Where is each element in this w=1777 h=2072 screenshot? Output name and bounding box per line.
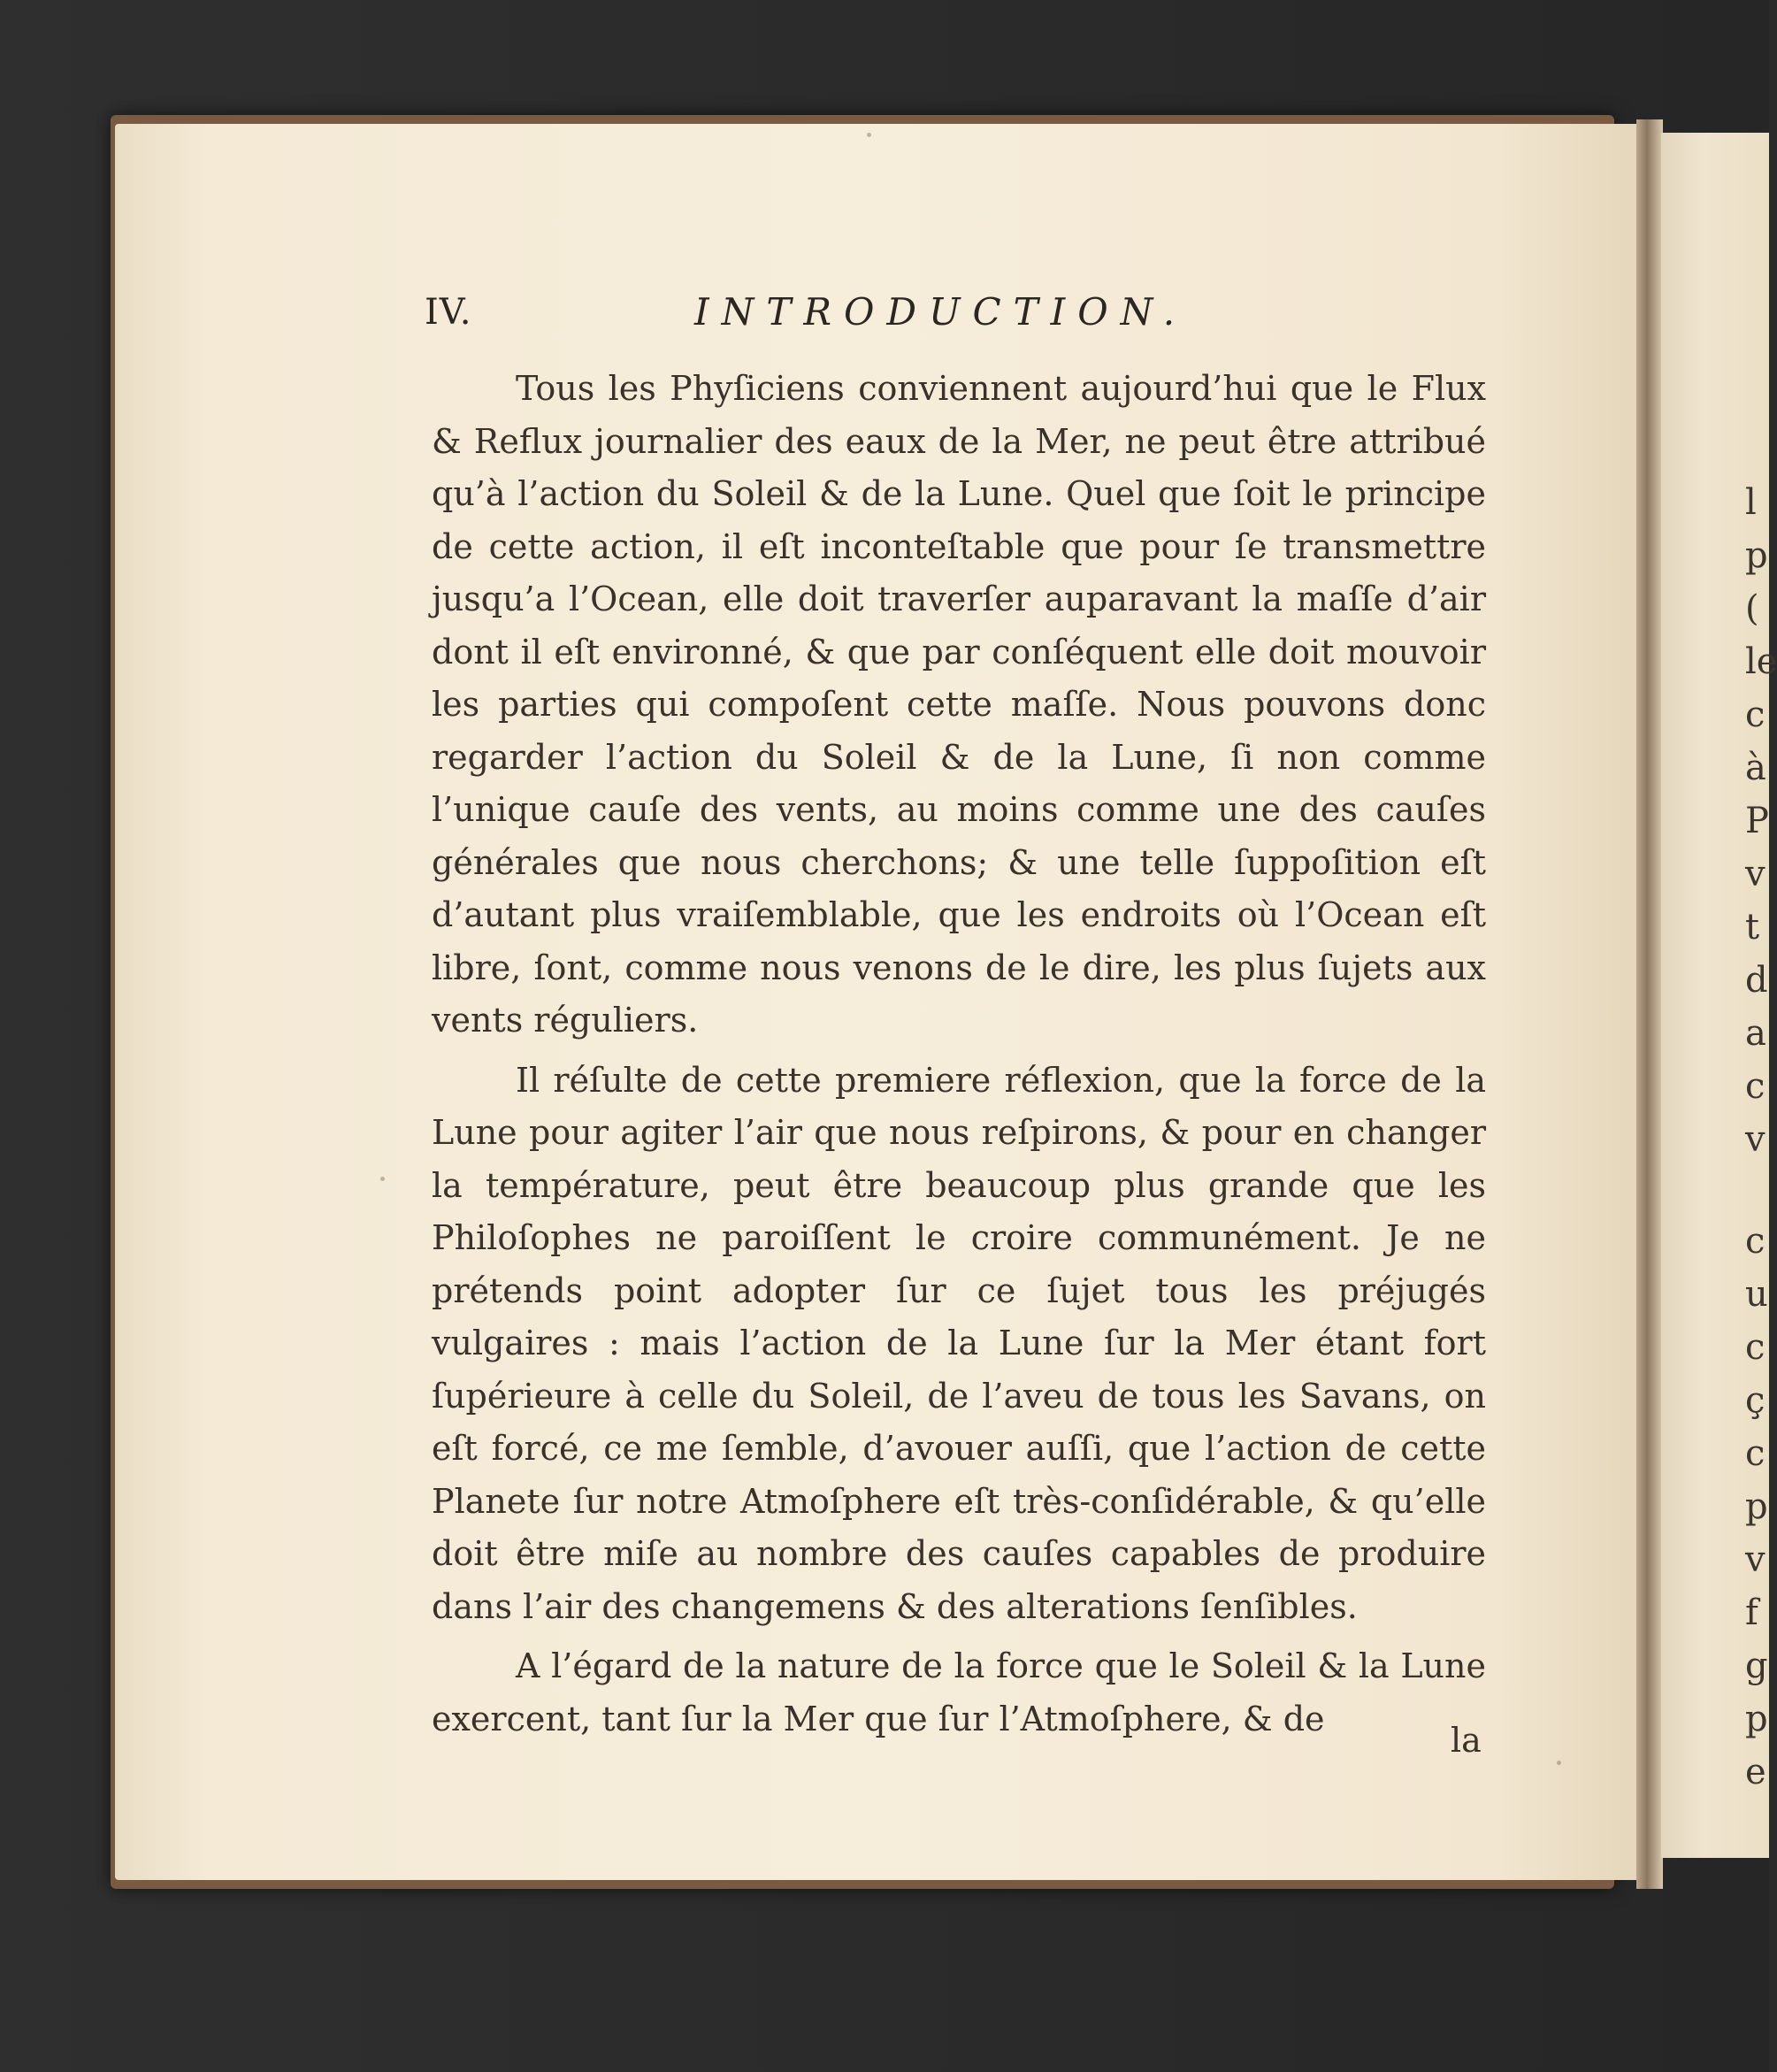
facing-page-fragment: f: [1745, 1592, 1758, 1633]
facing-page-fragment: le: [1745, 641, 1777, 682]
facing-page-fragment: à: [1745, 748, 1766, 788]
facing-page-fragment: ç: [1745, 1380, 1766, 1421]
facing-page-fragment: c: [1745, 1066, 1766, 1107]
facing-page-fragment: p: [1745, 535, 1768, 576]
paragraph: A l’égard de la nature de la force que le Soleil & la Lune exercent, tant ſur la Mer que ſur l’Atmoſphere, & de: [432, 1646, 1486, 1738]
running-title: INTRODUCTION.: [694, 290, 1188, 334]
paragraph: Il réſulte de cette premiere réflexion, que la force de la Lune pour agiter l’air que nous reſpirons, & pour en changer la température, peut être beaucoup plus grande que les Philoſophes ne paroiſſent le croire communément. Je ne prétends point adopter ſur ce ſujet tous les préjugés vulgaires : mais l’action de la Lune ſur la Mer étant fort ſupérieure à celle du Soleil, de l’aveu de tous les Savans, on eſt forcé, ce me ſemble, d’avouer auſſi, que l’action de cette Planete ſur notre Atmoſphere eſt très-conſidérable, & qu’elle doit être miſe au nombre des cauſes capables de produire dans l’air des changemens & des alterations ſenſibles.: [432, 1060, 1486, 1626]
facing-page-fragment: a: [1745, 1013, 1766, 1054]
paragraph: Tous les Phyſiciens conviennent aujourd’hui que le Flux & Reflux journalier des eaux de la Mer, ne peut être attribué qu’à l’action du Soleil & de la Lune. Quel que ſoit le principe de cette action, il eſt inconteſtable que pour ſe transmettre jusqu’a l’Ocean, elle doit traverſer auparavant la maſſe d’air dont il eſt environné, & que par conſéquent elle doit mouvoir les parties qui compoſent cette maſſe. Nous pouvons donc regarder l’action du Soleil & de la Lune, ſi non comme l’unique cauſe des vents, au moins comme une des cauſes générales que nous cherchons; & une telle ſuppoſition eſt d’autant plus vraiſemblable, que les endroits où l’Ocean eſt libre, ſont, comme nous venons de le dire, les plus ſujets aux vents réguliers.: [432, 369, 1486, 1040]
facing-page-fragment: g: [1745, 1646, 1768, 1686]
facing-page-fragment: p: [1745, 1699, 1768, 1739]
paper-speck: [1557, 1761, 1561, 1765]
facing-page-fragment: P: [1745, 801, 1769, 841]
facing-page-fragment: c: [1745, 1327, 1766, 1368]
facing-page-fragment: e: [1745, 1752, 1766, 1792]
facing-page-edge: [1661, 133, 1777, 1858]
page-number: IV.: [425, 292, 472, 333]
facing-page-fragment: t: [1745, 907, 1760, 948]
catchword: la: [1451, 1721, 1482, 1760]
facing-page-fragment: c: [1745, 695, 1766, 735]
paper-speck: [380, 1177, 385, 1181]
running-header: [425, 292, 1486, 345]
facing-page-fragment: c: [1745, 1221, 1766, 1262]
facing-page-fragment: d: [1745, 960, 1768, 1001]
facing-page-fragment: l: [1745, 482, 1757, 523]
facing-page-fragment: c: [1745, 1433, 1766, 1474]
facing-page-fragment: v: [1745, 854, 1766, 894]
facing-page-fragment: u: [1745, 1274, 1768, 1315]
book-gutter: [1636, 119, 1663, 1889]
facing-page-fragment: (: [1745, 588, 1759, 629]
facing-page-fragment: v: [1745, 1539, 1766, 1580]
facing-page-fragment: p: [1745, 1486, 1768, 1527]
paper-speck: [867, 133, 871, 137]
facing-page-fragment: v: [1745, 1119, 1766, 1160]
body-text: [432, 363, 1486, 1746]
